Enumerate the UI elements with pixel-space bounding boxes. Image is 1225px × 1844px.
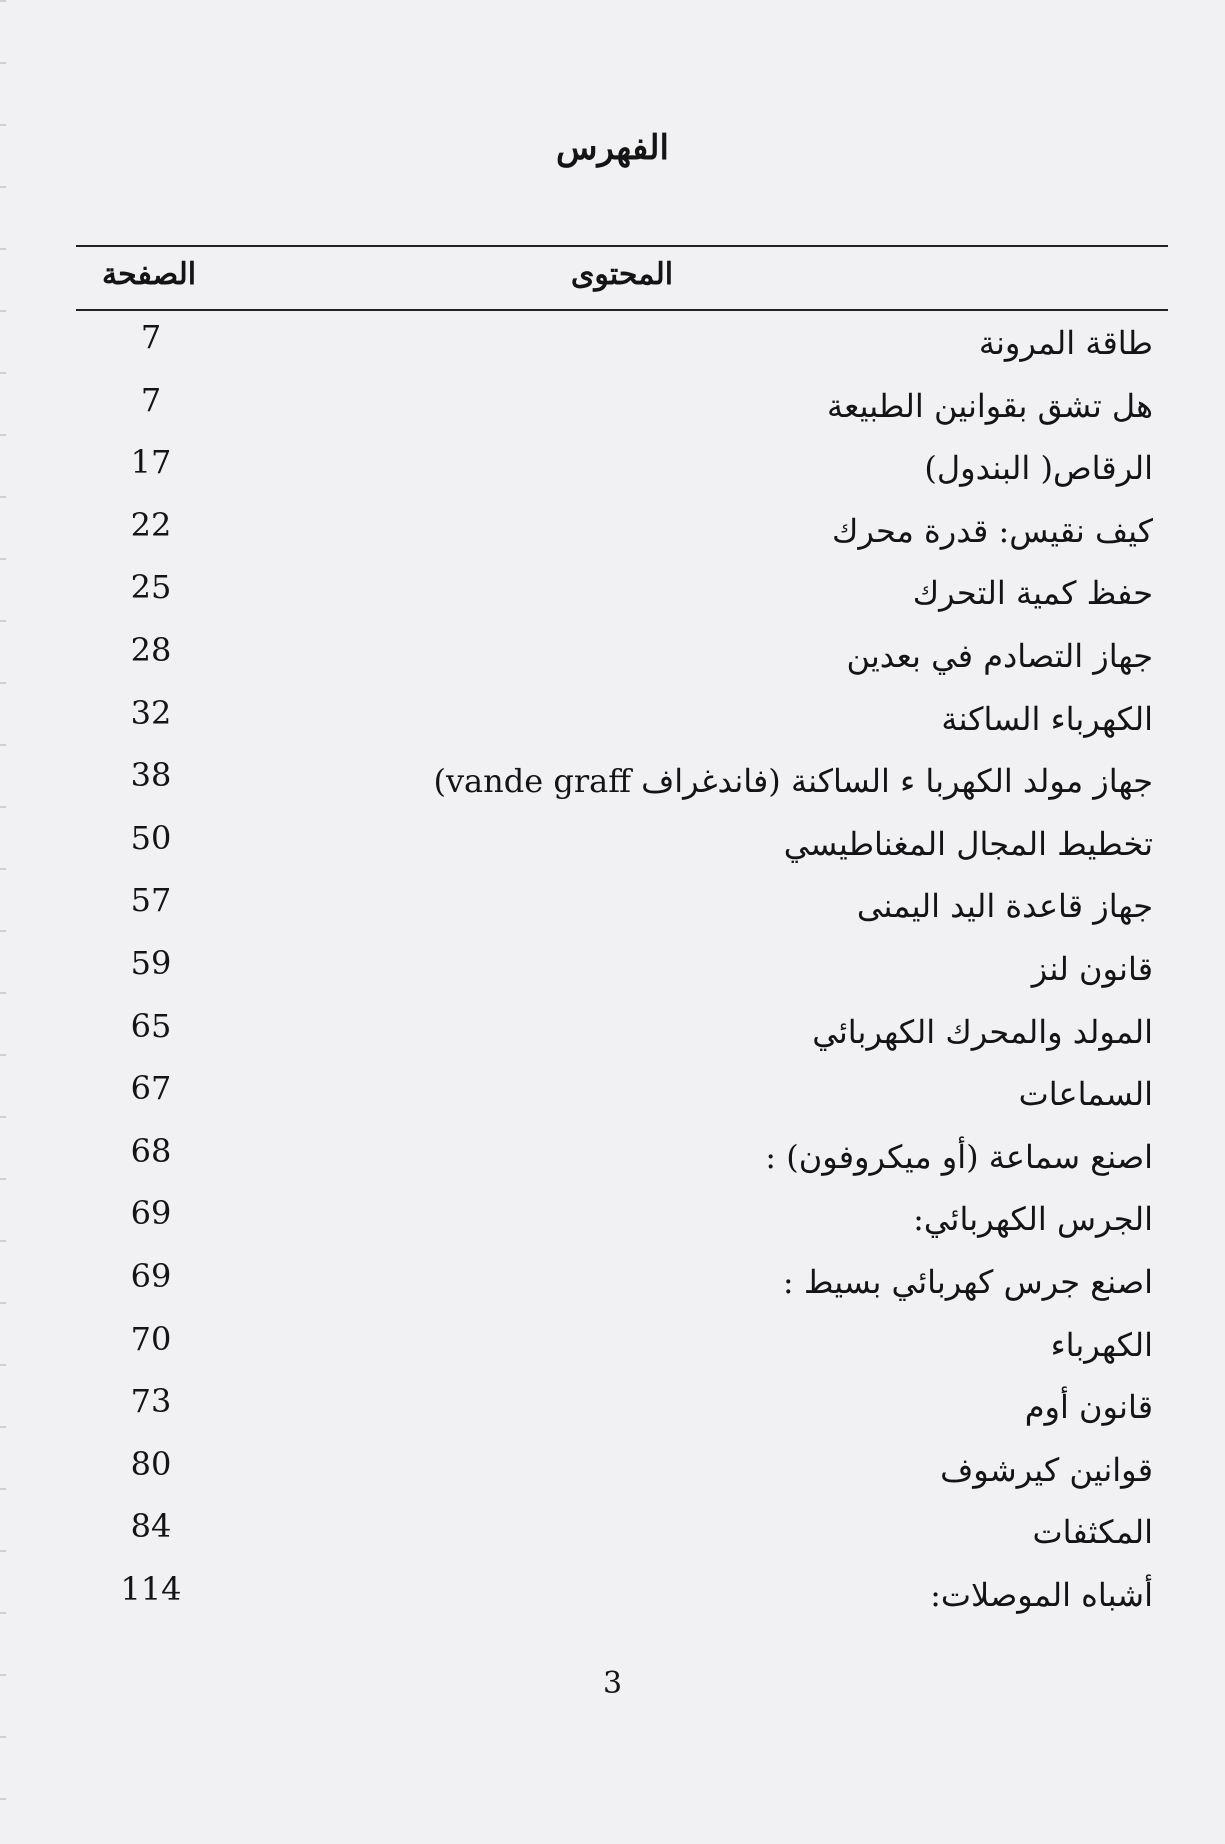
toc-entry-page: 25 [130, 568, 172, 607]
toc-row [0, 688, 1225, 751]
toc-entry-page: 80 [130, 1444, 172, 1483]
toc-entry-page: 68 [130, 1131, 172, 1170]
toc-row [0, 813, 1225, 876]
toc-entry-title: قانون أوم [1024, 1388, 1153, 1427]
toc-entry-page: 67 [130, 1069, 172, 1108]
toc-entry-title: الكهرباء الساكنة [941, 699, 1153, 738]
page-title: الفهرس [556, 128, 669, 168]
toc-row [0, 437, 1225, 500]
toc-list [0, 312, 1225, 1626]
toc-entry-page: 28 [130, 630, 172, 669]
toc-entry-page: 17 [130, 443, 172, 482]
toc-entry-page: 32 [130, 693, 172, 732]
toc-entry-title: تخطيط المجال المغناطيسي [783, 824, 1153, 863]
toc-row [0, 1314, 1225, 1377]
content-column-header: المحتوى [570, 257, 674, 292]
toc-row [0, 1188, 1225, 1251]
toc-entry-title: السماعات [1018, 1075, 1153, 1114]
toc-entry-title: الكهرباء [1050, 1325, 1153, 1364]
toc-entry-title: جهاز قاعدة اليد اليمنى [856, 887, 1153, 926]
toc-entry-page: 84 [130, 1507, 172, 1546]
toc-entry-page: 50 [130, 818, 172, 857]
toc-row [0, 875, 1225, 938]
page-number: 3 [602, 1666, 623, 1701]
toc-row [0, 750, 1225, 813]
toc-row [0, 1063, 1225, 1126]
toc-entry-title: الجرس الكهربائي: [913, 1200, 1153, 1239]
toc-entry-title: المكثفات [1032, 1513, 1153, 1552]
toc-row [0, 1501, 1225, 1564]
toc-entry-title: كيف نقيس: قدرة محرك [832, 511, 1153, 550]
toc-entry-title: حفظ كمية التحرك [912, 574, 1153, 613]
toc-row [0, 1564, 1225, 1627]
toc-entry-page: 70 [130, 1319, 172, 1358]
toc-entry-title: قانون لنز [1031, 949, 1153, 988]
toc-entry-page: 65 [130, 1006, 172, 1045]
toc-entry-page: 114 [120, 1569, 182, 1608]
toc-row [0, 312, 1225, 375]
toc-entry-title: اصنع جرس كهربائي بسيط : [782, 1262, 1153, 1301]
toc-entry-title: جهاز مولد الكهربا ء الساكنة (فاندغراف vande graff) [433, 762, 1153, 801]
page-column-header: الصفحة [102, 257, 197, 292]
toc-entry-title: الرقاص( البندول) [924, 449, 1153, 488]
toc-row [0, 1126, 1225, 1189]
toc-entry-title: هل تشق بقوانين الطبيعة [827, 386, 1153, 425]
toc-entry-page: 59 [130, 943, 172, 982]
toc-entry-title: أشباه الموصلات: [930, 1575, 1153, 1614]
toc-entry-page: 69 [130, 1256, 172, 1295]
table-header [76, 245, 1168, 311]
toc-entry-title: اصنع سماعة (أو ميكروفون) : [765, 1137, 1153, 1176]
toc-entry-page: 57 [130, 881, 172, 920]
toc-row [0, 375, 1225, 438]
toc-row [0, 938, 1225, 1001]
toc-entry-page: 73 [130, 1382, 172, 1421]
toc-row [0, 1439, 1225, 1502]
toc-entry-page: 7 [140, 380, 162, 419]
toc-row [0, 625, 1225, 688]
toc-entry-title: قوانين كيرشوف [940, 1450, 1153, 1489]
toc-row [0, 500, 1225, 563]
toc-entry-page: 22 [130, 505, 172, 544]
toc-entry-title: المولد والمحرك الكهربائي [812, 1012, 1153, 1051]
toc-entry-page: 38 [130, 756, 172, 795]
toc-entry-title: جهاز التصادم في بعدين [846, 636, 1153, 675]
toc-row [0, 1376, 1225, 1439]
toc-entry-title: طاقة المرونة [978, 324, 1153, 362]
toc-row [0, 562, 1225, 625]
toc-row [0, 1001, 1225, 1064]
toc-row [0, 1251, 1225, 1314]
toc-entry-page: 7 [140, 318, 162, 356]
toc-entry-page: 69 [130, 1194, 172, 1233]
